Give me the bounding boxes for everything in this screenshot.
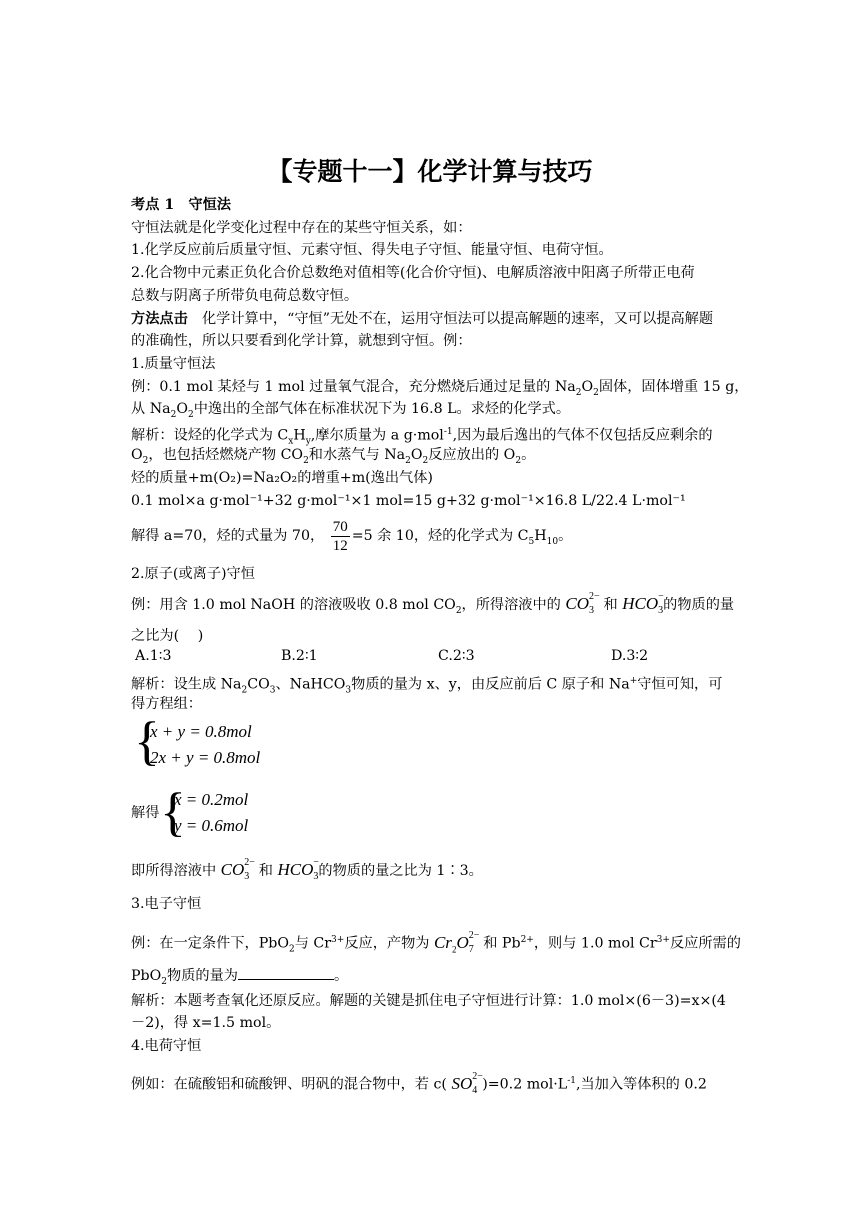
fraction: $\frac{70}{12}$ bbox=[332, 518, 348, 554]
analysis-line: －2)，得 x=1.5 mol。 bbox=[131, 1015, 281, 1031]
dichromate-ion: $Cr_2O$ 2− 7 bbox=[433, 929, 480, 955]
page-title: 【专题十一】化学计算与技巧 bbox=[267, 157, 593, 186]
equation-line: x = 0.2mol bbox=[174, 790, 249, 809]
equation-line: 0.1 mol×a g·mol⁻¹+32 g·mol⁻¹×1 mol=15 g+32 g·mol⁻¹×16.8 L/22.4 L·mol⁻¹ bbox=[131, 493, 686, 509]
answer-blank bbox=[238, 965, 334, 980]
equation-line: y = 0.6mol bbox=[174, 816, 249, 835]
example-line: PbO$_2$物质的量为 。 bbox=[131, 965, 731, 992]
example-line: 例：0.1 mol 某烃与 1 mol 过量氧气混合，充分燃烧后通过足量的 $Na_2O_2$固体，固体增重 15 g， bbox=[131, 379, 749, 398]
conclusion-line: 即所得溶液中 CO 2− 3 和 HCO − 3 的物质的量之比为 1∶3。 bbox=[131, 857, 731, 886]
example-line: 例：用含 1.0 mol NaOH 的溶液吸收 0.8 mol $CO_2$，所得溶液中的 CO 2− 3 和 HCO − 3 的物质的量 bbox=[131, 591, 731, 624]
solution-line: 解得 a=70，烃的式量为 70， $\frac{70}{12}$ =5 余 10，烃的化学式为 $C_5H_{10}$。 bbox=[131, 518, 573, 554]
sulfate-ion: SO 2− 4 bbox=[451, 1070, 483, 1096]
subsection-heading: 1.质量守恒法 bbox=[131, 356, 216, 372]
option-a: A.1∶3 bbox=[135, 648, 172, 664]
option-c: C.2∶3 bbox=[438, 648, 475, 664]
system-brace: { bbox=[160, 782, 186, 842]
intro-line: 2.化合物中元素正负化合价总数绝对值相等(化合价守恒)、电解质溶液中阳离子所带正电荷 bbox=[131, 265, 695, 281]
option-d: D.3∶2 bbox=[611, 648, 649, 664]
subsection-heading: 3.电子守恒 bbox=[131, 896, 202, 912]
example-line: 例：在一定条件下，PbO$_2$与 $Cr^{3+}$反应，产物为 $Cr_2O$ 2− 7 和 $Pb^{2+}$，则与 1.0 mol $Cr^{3+}$反应所需的 bbox=[131, 927, 731, 963]
equation-line: x + y = 0.8mol bbox=[150, 722, 252, 741]
system-brace: { bbox=[134, 711, 160, 771]
analysis-line: 解析：设烃的化学式为 $C_xH_y$,摩尔质量为 a g·mol$^{-1}$,因为最后逸出的气体不仅包括反应剩余的 bbox=[131, 427, 713, 447]
bicarbonate-ion: HCO − 3 bbox=[622, 591, 664, 616]
bicarbonate-ion: HCO − 3 bbox=[277, 857, 320, 882]
equation-line: 2x + y = 0.8mol bbox=[150, 748, 261, 767]
solution-label: 解得 bbox=[131, 805, 160, 821]
analysis-line: 解析：本题考查氧化还原反应。解题的关键是抓住电子守恒进行计算：1.0 mol×(6－3)=x×(4 bbox=[131, 993, 726, 1009]
subsection-heading: 2.原子(或离子)守恒 bbox=[131, 566, 255, 582]
analysis-line: 解析：设生成 $Na_2CO_3$、NaHCO$_3$物质的量为 x、y，由反应前后 C 原子和 Na+守恒可知，可 bbox=[131, 676, 723, 696]
method-label: 方法点击 bbox=[131, 311, 188, 327]
carbonate-ion: CO 2− 3 bbox=[565, 591, 600, 616]
intro-line: 守恒法就是化学变化过程中存在的某些守恒关系，如： bbox=[131, 220, 472, 236]
section-heading: 考点 1 守恒法 bbox=[131, 197, 231, 213]
example-line: 例如：在硫酸铝和硫酸钾、明矾的混合物中，若 c( SO 2− 4 )=0.2 $mol\cdot L^{-1}$,当加入等体积的 0.2 bbox=[131, 1068, 731, 1100]
option-b: B.2∶1 bbox=[281, 648, 318, 664]
analysis-line: $O_2$，也包括烃燃烧产物 $CO_2$和水蒸气与 $Na_2O_2$反应放出的 $O_2$。 bbox=[131, 447, 536, 466]
analysis-line: 得方程组： bbox=[131, 696, 202, 712]
subsection-heading: 4.电荷守恒 bbox=[131, 1038, 202, 1054]
example-line: 从 $Na_2O_2$中逸出的全部气体在标准状况下为 16.8 L。求烃的化学式。 bbox=[131, 401, 571, 420]
method-line: 方法点击 化学计算中，“守恒”无处不在，运用守恒法可以提高解题的速率，又可以提高解题 bbox=[131, 311, 714, 327]
carbonate-ion: CO 2− 3 bbox=[220, 857, 255, 882]
intro-line: 总数与阴离子所带负电荷总数守恒。 bbox=[131, 288, 359, 304]
example-line: 之比为( ) bbox=[131, 628, 204, 644]
intro-line: 1.化学反应前后质量守恒、元素守恒、得失电子守恒、能量守恒、电荷守恒。 bbox=[131, 242, 613, 258]
equation-line: 烃的质量+m(O₂)=Na₂O₂的增重+m(逸出气体) bbox=[131, 470, 433, 486]
method-line: 的准确性，所以只要看到化学计算，就想到守恒。例： bbox=[131, 333, 472, 349]
